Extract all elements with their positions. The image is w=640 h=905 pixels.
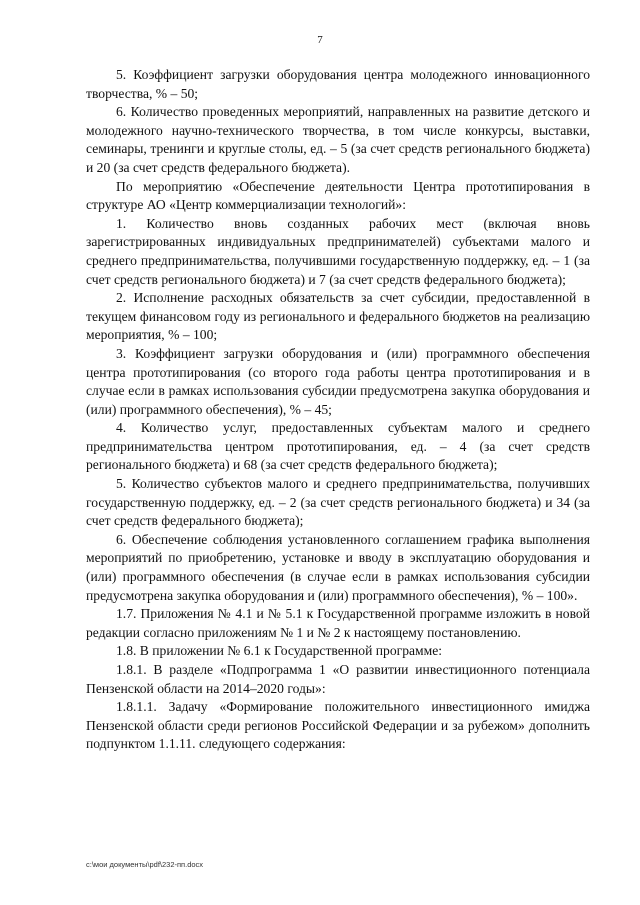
paragraph-item-3-equipment-load: 3. Коэффициент загрузки оборудования и (или) программного обеспечения центра прототипирования (со второго года работы центра прототипирования и в случае если в рамках использования субсидии предусмотрена закупка оборудования и (или) программного обеспечения), % – 45;: [86, 345, 590, 417]
paragraph-prototyping-center-intro: По мероприятию «Обеспечение деятельности Центра прототипирования в структуре АО «Центр коммерциализации технологий»:: [86, 178, 590, 213]
paragraph-item-6-events-count: 6. Количество проведенных мероприятий, направленных на развитие детского и молодежного научно-технического творчества, в том числе конкурсы, выставки, семинары, тренинги и круглые столы, ед. – 5 (за счет средств регионального бюджета) и 20 (за счет средств федерального бюджета).: [86, 104, 590, 175]
page-number: 7: [317, 34, 323, 46]
file-path-footer: c:\мои документы\pdf\232-пп.docx: [86, 860, 204, 869]
paragraph-item-4-services: 4. Количество услуг, предоставленных субъектам малого и среднего предпринимательства центром прототипирования, ед. – 4 (за счет средств регионального бюджета) и 68 (за счет средств федерального бюджета);: [86, 420, 590, 473]
paragraph-1-8: 1.8. В приложении № 6.1 к Государственной программе:: [116, 643, 443, 659]
paragraph-item-6-schedule: 6. Обеспечение соблюдения установленного соглашением графика выполнения мероприятий по приобретению, установке и вводу в эксплуатацию оборудования и (или) программного обеспечения (в случае если в рамках использования субсидии предусмотрена закупка оборудования и (или) программного обеспечения), % – 100».: [86, 531, 590, 603]
paragraph-item-1-new-jobs: 1. Количество вновь созданных рабочих мест (включая вновь зарегистрированных индивидуальных предпринимателей) субъектами малого и среднего предпринимательства, получившими государственную поддержку, ед. – 1 (за счет средств регионального бюджета) и 7 (за счет средств федерального бюджета);: [86, 215, 590, 287]
paragraph-item-2-obligations: 2. Исполнение расходных обязательств за счет субсидии, предоставленной в текущем финансовом году из регионального и федерального бюджетов на реализацию мероприятия, % – 100;: [86, 290, 590, 343]
paragraph-1-7: 1.7. Приложения № 4.1 и № 5.1 к Государственной программе изложить в новой редакции согласно приложениям № 1 и № 2 к настоящему постановлению.: [86, 606, 590, 640]
document-body: [86, 66, 590, 754]
paragraph-item-5-incubator-load: 5. Коэффициент загрузки оборудования центра молодежного инновационного творчества, % – 50;: [86, 67, 590, 101]
paragraph-1-8-1: 1.8.1. В разделе «Подпрограмма 1 «О развитии инвестиционного потенциала Пензенской области на 2014–2020 годы»:: [86, 662, 590, 696]
paragraph-1-8-1-1: 1.8.1.1. Задачу «Формирование положительного инвестиционного имиджа Пензенской области среди регионов Российской Федерации и за рубежом» дополнить подпунктом 1.1.11. следующего содержания:: [86, 699, 590, 752]
paragraph-item-5-sme-supported: 5. Количество субъектов малого и среднего предпринимательства, получивших государственную поддержку, ед. – 2 (за счет средств регионального бюджета) и 34 (за счет средств федерального бюджета);: [86, 476, 590, 529]
